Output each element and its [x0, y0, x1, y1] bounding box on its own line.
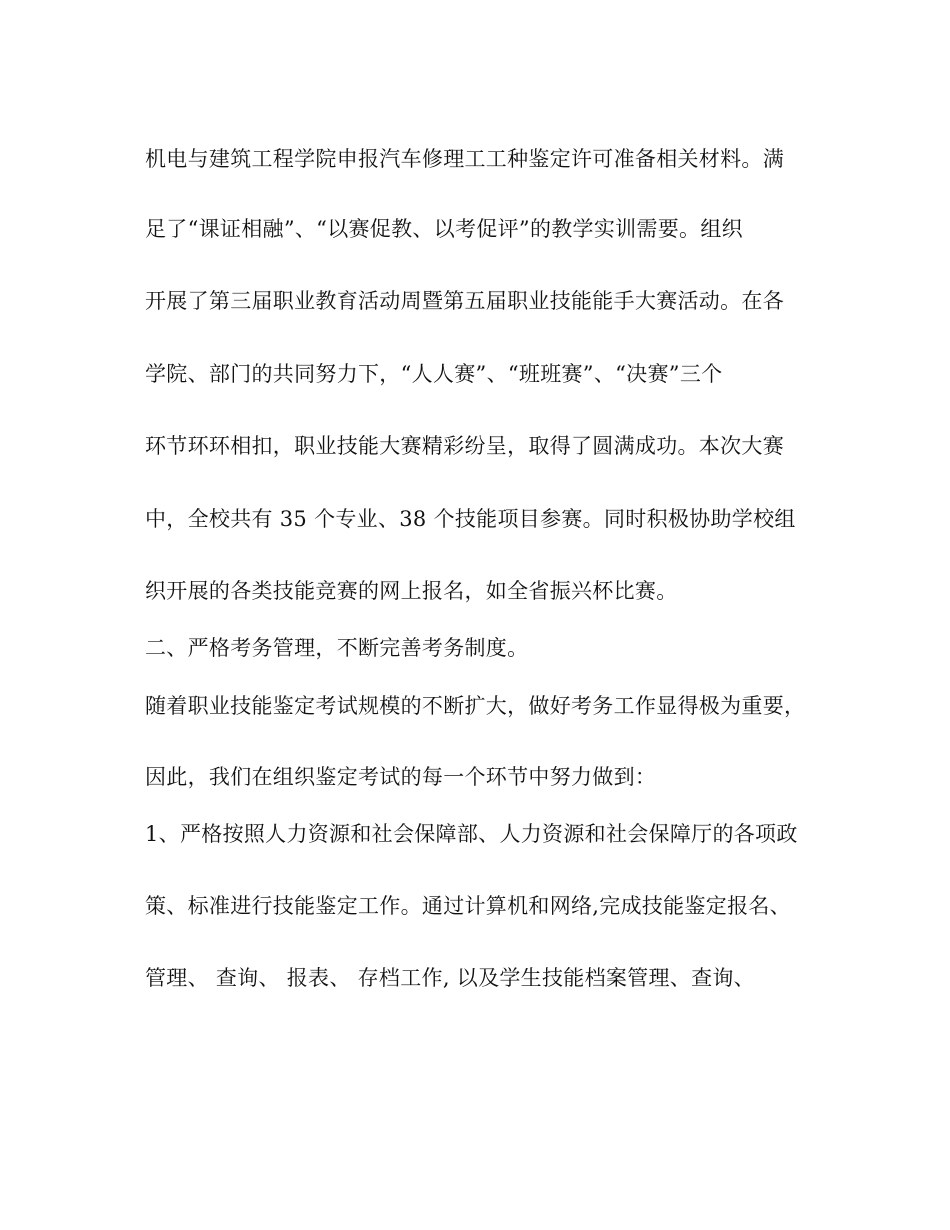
text-line-3: 开展了第三届职业教育活动周暨第五届职业技能能手大赛活动。在各: [145, 289, 784, 313]
text-line-9: 随着职业技能鉴定考试规模的不断扩大，做好考务工作显得极为重要，: [145, 694, 806, 718]
text-line-1: 机电与建筑工程学院申报汽车修理工工种鉴定许可准备相关材料。满: [145, 147, 784, 171]
text-line-7: 织开展的各类技能竞赛的网上报名，如全省振兴杯比赛。: [145, 579, 678, 603]
text-line-4: 学院、部门的共同努力下，“人人赛”、“班班赛”、“决赛”三个: [145, 362, 723, 386]
section-heading: 二、严格考务管理，不断完善考务制度。: [145, 636, 529, 660]
text-line-13: 管理、 查询、 报表、 存档工作, 以及学生技能档案管理、查询、: [145, 966, 755, 990]
text-line-11: 1、严格按照人力资源和社会保障部、人力资源和社会保障厅的各项政: [145, 822, 798, 846]
text-line-10: 因此，我们在组织鉴定考试的每一个环节中努力做到：: [145, 765, 657, 789]
text-line-12: 策、标准进行技能鉴定工作。通过计算机和网络,完成技能鉴定报名、: [145, 894, 791, 918]
text-line-6: 中，全校共有 35 个专业、38 个技能项目参赛。同时积极协助学校组: [145, 507, 796, 531]
text-line-2: 足了“课证相融”、“以赛促教、以考促评”的教学实训需要。组织: [145, 217, 743, 241]
text-line-5: 环节环环相扣，职业技能大赛精彩纷呈，取得了圆满成功。本次大赛: [145, 434, 784, 458]
